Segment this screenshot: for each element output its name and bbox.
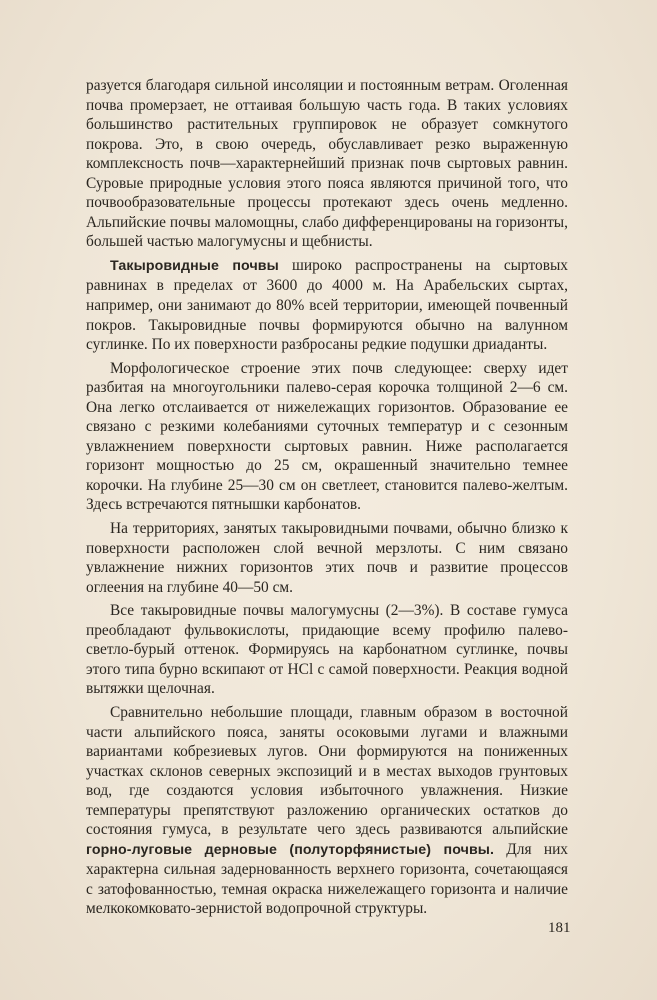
paragraph-4 (86, 519, 568, 597)
term-mountain-meadow-soils: горно-луговые дерновые (полуторфянистые) почвы. (86, 841, 495, 858)
term-takyr-soils: Такыровидные почвы (110, 257, 279, 274)
paragraph-5 (86, 601, 568, 699)
paragraph-6 (86, 703, 568, 919)
paragraph-6-text-b: Для них характерна сильная задернованность верхнего горизонта, сочетающаяся с затофованностью, темная окраска нижележащего горизонта и наличие мелкокомковато-зернистой водопрочной структуры. (86, 840, 568, 918)
paragraph-6-text-a: Сравнительно небольшие площади, главным образом в восточной части альпийского пояса, заняты осоковыми лугами и влажными вариантами кобрезиевых лугов. Они формируются на пониженных участках склонов северных экспозиций и в местах выходов грунтовых вод, где создаются условия избыточного увлажнения. Низкие температуры препятствуют разложению органических остатков до состояния гумуса, в результате чего здесь развиваются альпийские (86, 703, 568, 839)
paragraph-1-text: разуется благодаря сильной инсоляции и постоянным ветрам. Оголенная почва промерзает, не оттаивая большую часть года. В таких условиях большинство растительных группировок не образует сомкнутого покрова. Это, в свою очередь, обуславливает резко выраженную комплексность почв—характернейший признак почв сыртовых равнин. Суровые природные условия этого пояса являются причиной того, что почвообразовательные процессы протекают здесь очень медленно. Альпийские почвы маломощны, слабо дифференцированы на горизонты, большей частью малогумусны и щебнисты. (86, 77, 568, 251)
paragraph-4-text: На территориях, занятых такыровидными почвами, обычно близко к поверхности расположен слой вечной мерзлоты. С ним связано увлажнение нижних горизонтов этих почв и развитие процессов оглеения на глубине 40—50 см. (86, 520, 568, 596)
paragraph-5-text: Все такыровидные почвы малогумусны (2—3%). В составе гумуса преобладают фульвокислоты, придающие всему профилю палево-светло-бурый оттенок. Формируясь на карбонатном суглинке, почвы этого типа бурно вскипают от HCl с самой поверхности. Реакция водной вытяжки щелочная. (86, 602, 568, 698)
page-number: 181 (548, 920, 571, 936)
paragraph-2 (86, 256, 568, 355)
paragraph-2-text: широко распространены на сыртовых равнинах в пределах от 3600 до 4000 м. На Арабельских сыртах, например, они занимают до 80% всей территории, имеющей почвенный покров. Такыровидные почвы формируются обычно на валунном суглинке. По их поверхности разбросаны редкие подушки дриаданты. (86, 256, 568, 354)
paragraph-1 (86, 76, 568, 252)
paragraph-3 (86, 359, 568, 515)
text-column (86, 76, 568, 923)
paragraph-3-text: Морфологическое строение этих почв следующее: сверху идет разбитая на многоугольники палево-серая корочка толщиной 2—6 см. Она легко отслаивается от нижележащих горизонтов. Образование ее связано с резкими колебаниями суточных температур и с сезонным увлажнением поверхности сыртовых равнин. Ниже располагается горизонт мощностью до 25 см, окрашенный значительно темнее корочки. На глубине 25—30 см он светлеет, становится палево-желтым. Здесь встречаются пятнышки карбонатов. (86, 359, 568, 514)
